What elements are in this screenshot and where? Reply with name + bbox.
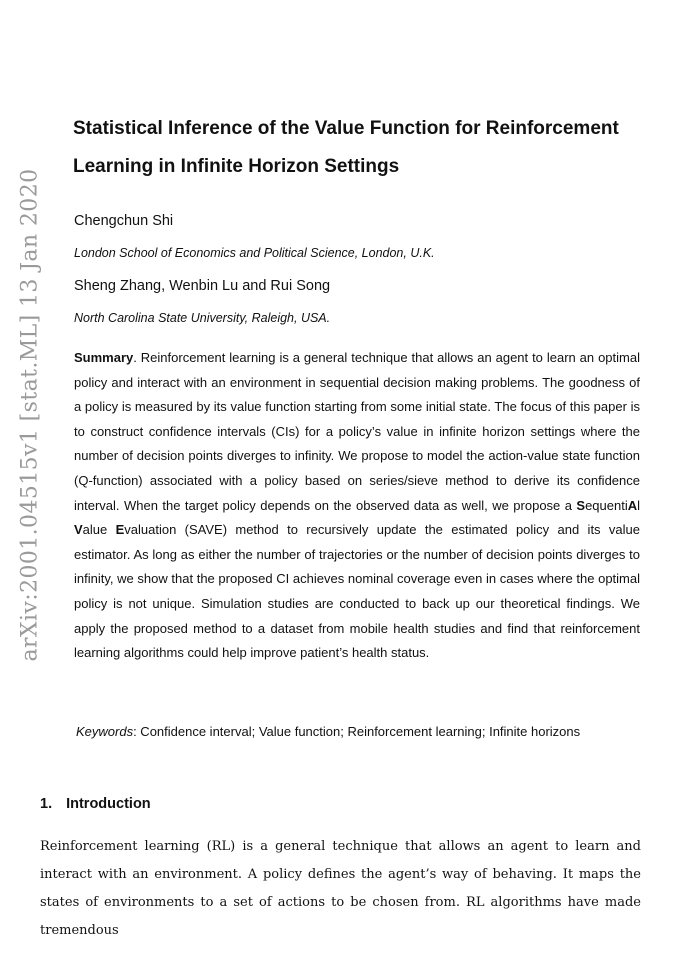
- keywords-label: Keywords: [76, 724, 134, 739]
- section-number: 1.: [40, 796, 53, 812]
- keywords: [76, 719, 608, 745]
- author-affiliation: North Carolina State University, Raleigh, USA.: [74, 311, 331, 325]
- summary-text: valuation: [124, 522, 177, 538]
- section-title: Introduction: [66, 796, 151, 812]
- body-paragraph: Reinforcement learning (RL) is a general technique that allows an agent to learn and interact with an environment. A policy defines the agent’s way of behaving. It maps the states of environments to a set of actions to be chosen from. RL algorithms have made tremendous: [40, 839, 641, 938]
- summary-text: (SAVE) method to recursively update the estimated policy and its value estimator. As long as either the number of trajectories or the number of decision points diverges to infinity, we show that the proposed CI achieves nominal coverage even in cases where the optimal policy is not unique. Simulation studies are conducted to back up our theoretical findings. We apply the proposed method to a dataset from mobile health studies and find that reinforcement learning algorithms could help improve patient’s health status.: [74, 522, 640, 661]
- title-line: Learning in Infinite Horizon Settings: [73, 156, 400, 177]
- summary-text: l: [637, 497, 640, 513]
- arxiv-identifier: arXiv:2001.04515v1 [stat.ML] 13 Jan 2020: [17, 168, 43, 662]
- title-line: Statistical Inference of the Value Function for Reinforcement: [73, 118, 619, 139]
- acronym-letter: A: [627, 497, 638, 513]
- summary-text: equenti: [585, 497, 628, 513]
- author-names: Sheng Zhang, Wenbin Lu and Rui Song: [74, 278, 331, 294]
- paper-title: [73, 110, 663, 186]
- acronym-letter: E: [115, 522, 125, 538]
- summary-text: alue: [82, 522, 116, 538]
- summary-text: . Reinforcement learning is a general technique that allows an agent to learn an optimal policy and interact with an environment in sequential decision making problems. The goodness of a policy is measured by its value function starting from some initial state. The focus of this paper is to construct confidence intervals (CIs) for a policy’s value in infinite horizon settings where the number of decision points diverges to infinity. We propose to model the action-value state function (Q-function) associated with a policy based on series/sieve method to derive its confidence interval. When the target policy depends on the observed data as well, we propose a: [74, 350, 640, 513]
- author-names: Chengchun Shi: [74, 213, 174, 229]
- summary-label: Summary: [74, 350, 134, 365]
- abstract: [74, 346, 640, 666]
- acronym-letter: V: [74, 522, 83, 538]
- author-affiliation: London School of Economics and Political Science, London, U.K.: [74, 246, 435, 260]
- keywords-text: : Confidence interval; Value function; Reinforcement learning; Infinite horizons: [133, 724, 581, 739]
- acronym-letter: S: [576, 497, 586, 513]
- section-heading: [40, 796, 151, 812]
- arxiv-sidebar: [10, 160, 50, 670]
